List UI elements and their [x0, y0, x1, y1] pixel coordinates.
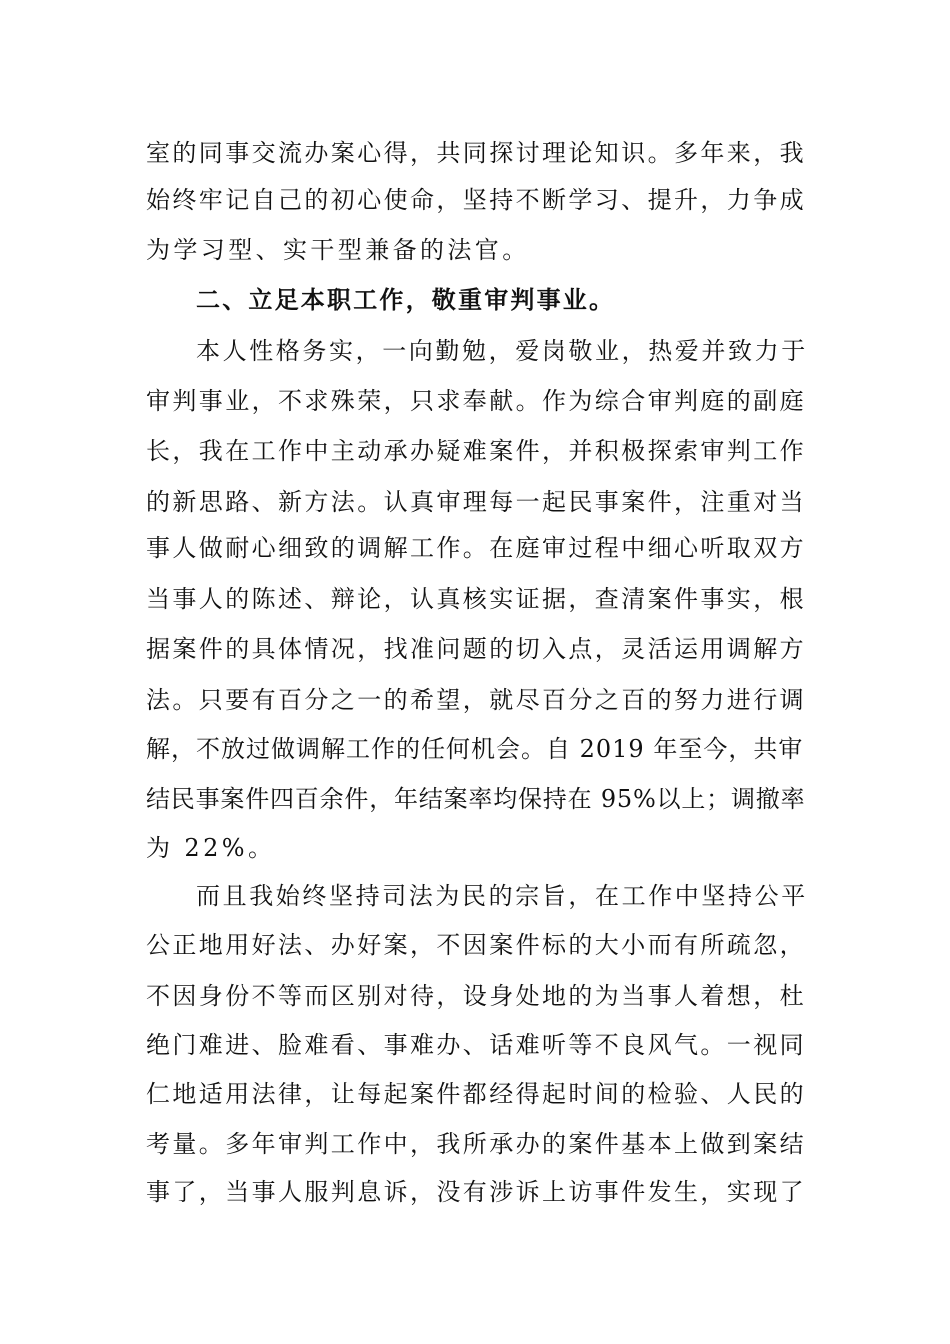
paragraph-line: 绝门难进、脸难看、事难办、话难听等不良风气。一视同 — [146, 1031, 806, 1059]
paragraph-line: 公正地用好法、办好案，不因案件标的大小而有所疏忽， — [146, 931, 806, 959]
paragraph-line: 法。只要有百分之一的希望，就尽百分之百的努力进行调 — [146, 686, 806, 714]
paragraph-line: 事了，当事人服判息诉，没有涉诉上访事件发生，实现了 — [146, 1178, 806, 1206]
paragraph-line: 当事人的陈述、辩论，认真核实证据，查清案件事实，根 — [146, 585, 806, 613]
paragraph-line: 始终牢记自己的初心使命，坚持不断学习、提升，力争成 — [146, 186, 806, 214]
paragraph-line: 据案件的具体情况，找准问题的切入点，灵活运用调解方 — [146, 635, 806, 663]
paragraph-line: 为 22%。 — [146, 834, 276, 862]
paragraph-line: 结民事案件四百余件，年结案率均保持在 95%以上；调撤率 — [146, 785, 806, 813]
paragraph-line: 审判事业，不求殊荣，只求奉献。作为综合审判庭的副庭 — [146, 387, 806, 415]
paragraph-line: 本人性格务实，一向勤勉，爱岗敬业，热爱并致力于 — [196, 337, 808, 365]
paragraph-line: 室的同事交流办案心得，共同探讨理论知识。多年来，我 — [146, 139, 806, 167]
paragraph-line: 长，我在工作中主动承办疑难案件，并积极探索审判工作 — [146, 437, 806, 465]
paragraph-line: 仁地适用法律，让每起案件都经得起时间的检验、人民的 — [146, 1080, 806, 1108]
paragraph-line: 不因身份不等而区别对待，设身处地的为当事人着想，杜 — [146, 982, 806, 1010]
section-heading: 二、立足本职工作，敬重审判事业。 — [196, 286, 616, 314]
paragraph-line: 考量。多年审判工作中，我所承办的案件基本上做到案结 — [146, 1130, 806, 1158]
paragraph-line: 事人做耐心细致的调解工作。在庭审过程中细心听取双方 — [146, 534, 806, 562]
paragraph-line: 为学习型、实干型兼备的法官。 — [146, 236, 530, 264]
paragraph-line: 的新思路、新方法。认真审理每一起民事案件，注重对当 — [146, 488, 806, 516]
paragraph-line: 解，不放过做调解工作的任何机会。自 2019 年至今，共审 — [146, 735, 804, 763]
paragraph-line: 而且我始终坚持司法为民的宗旨，在工作中坚持公平 — [196, 882, 808, 910]
